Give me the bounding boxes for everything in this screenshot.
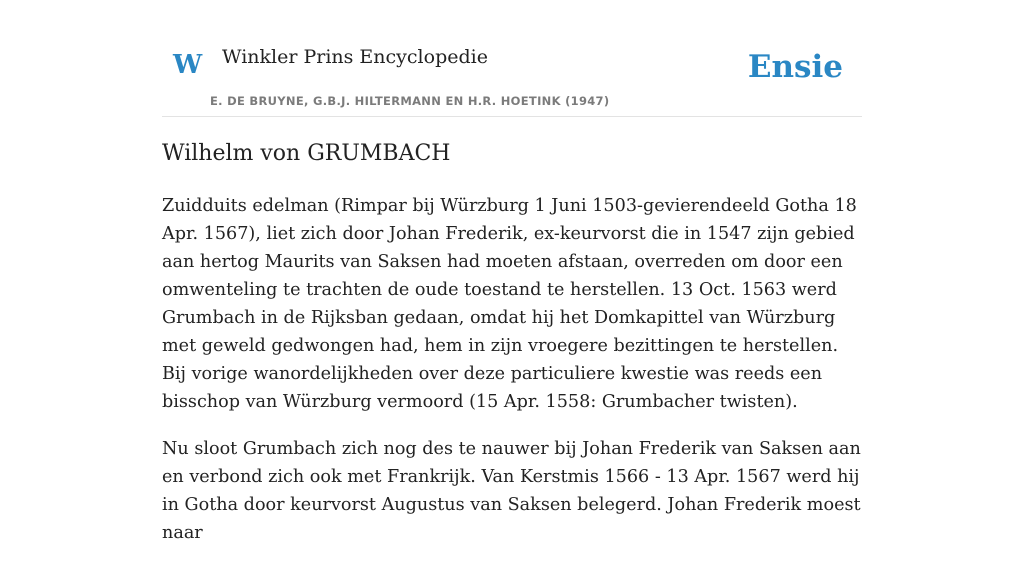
article-title: Wilhelm von GRUMBACH [162,141,451,166]
article-body [162,192,862,566]
book-authors: E. DE BRUYNE, G.B.J. HILTERMANN EN H.R. HOETINK (1947) [210,94,610,108]
site-header [162,0,862,117]
ensie-brand-link[interactable]: Ensie [747,49,843,85]
book-title-link[interactable]: Winkler Prins Encyclopedie [222,46,488,68]
encyclopedia-logo[interactable]: W [173,50,203,80]
article-paragraph: Zuidduits edelman (Rimpar bij Würzburg 1 Juni 1503-gevierendeeld Gotha 18 Apr. 1567), liet zich door Johan Frederik, ex-keurvorst die in 1547 zijn gebied aan hertog Maurits van Saksen had moeten afstaan, overreden om door een omwenteling te trachten de oude toestand te herstellen. 13 Oct. 1563 werd Grumbach in de Rijksban gedaan, omdat hij het Domkapittel van Würzburg met geweld gedwongen had, hem in zijn vroegere bezittingen te herstellen. Bij vorige wanordelijkheden over deze particuliere kwestie was reeds een bisschop van Würzburg vermoord (15 Apr. 1558: Grumbacher twisten). [162,196,857,412]
article-paragraph: Nu sloot Grumbach zich nog des te nauwer bij Johan Frederik van Saksen aan en verbond zich ook met Frankrijk. Van Kerstmis 1566 - 13 Apr. 1567 werd hij in Gotha door keurvorst Augustus van Saksen belegerd. Johan Frederik moest naar [162,439,861,543]
